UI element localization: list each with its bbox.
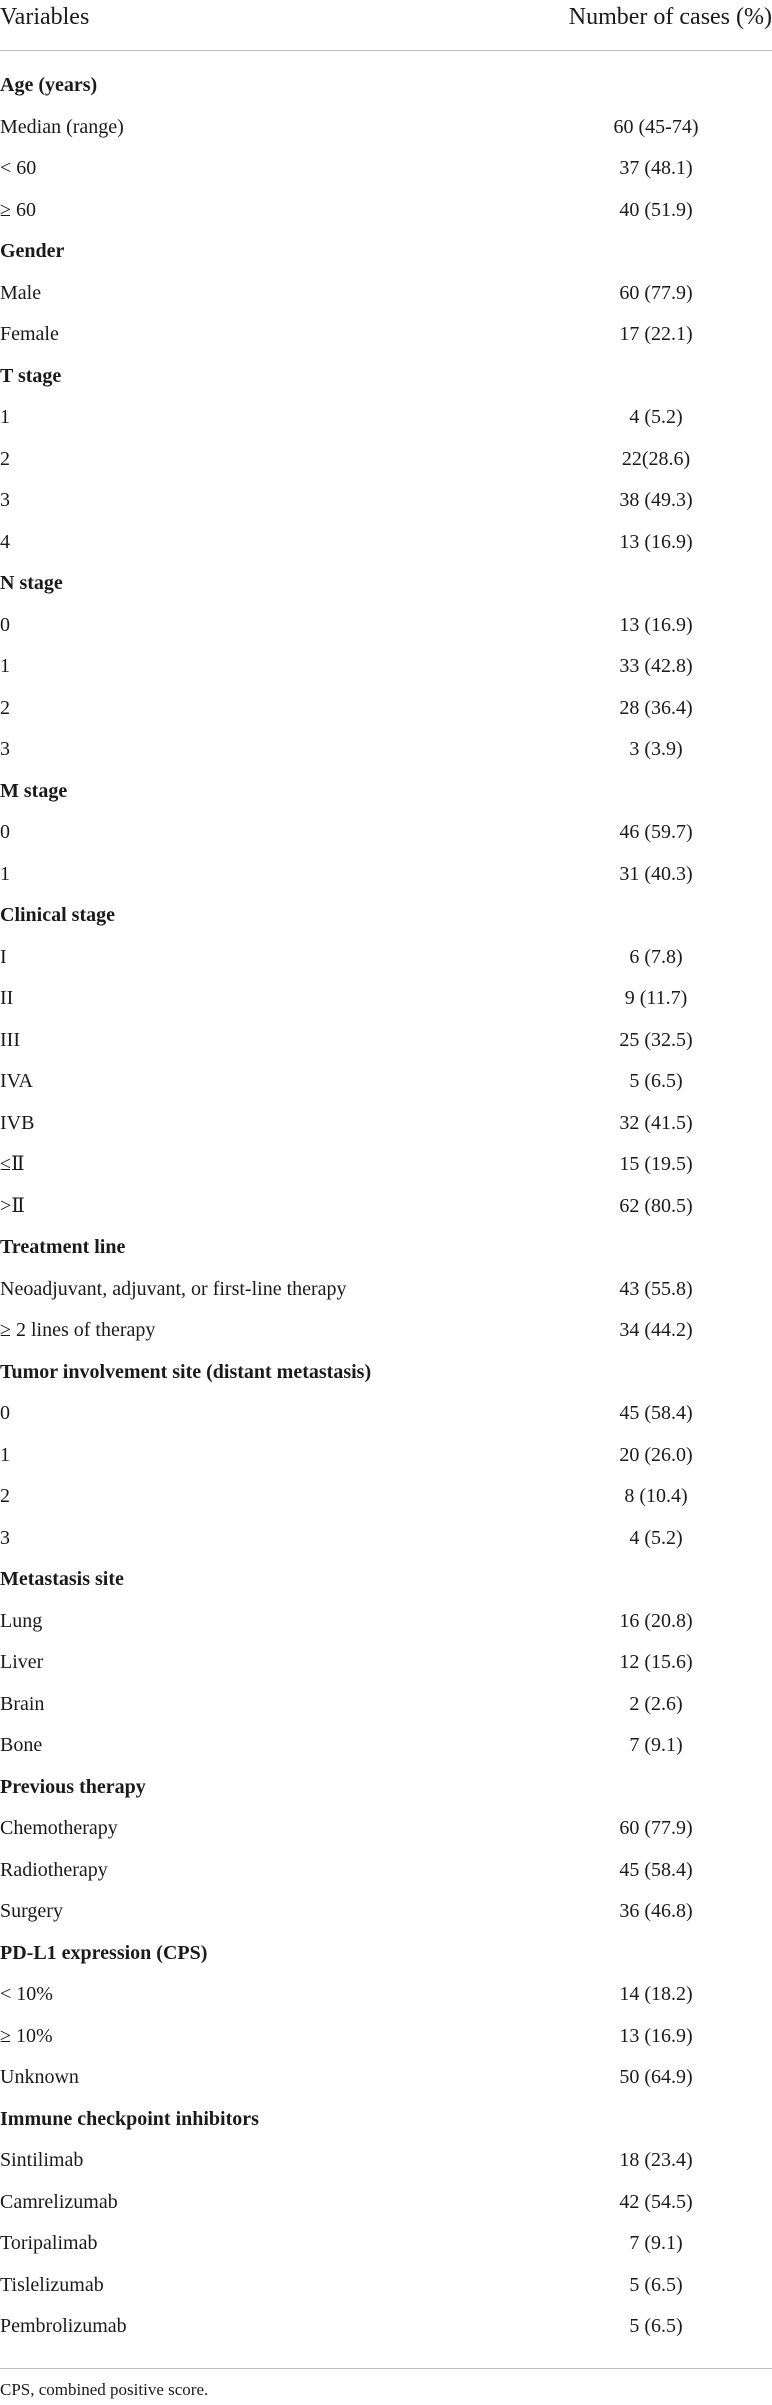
- section-header-row: [0, 2104, 772, 2146]
- table-row: [0, 610, 772, 652]
- table-row: [0, 112, 772, 154]
- variable-label: II: [0, 987, 14, 1009]
- case-count-value: 17 (22.1): [619, 323, 693, 345]
- case-count-value: 40 (51.9): [619, 198, 693, 221]
- case-count-value: 20 (26.0): [619, 1443, 693, 1466]
- case-count-value: 13 (16.9): [619, 2024, 693, 2047]
- table-row: [0, 1481, 772, 1523]
- section-label: Age (years): [0, 74, 98, 96]
- variable-label: 1: [0, 655, 10, 677]
- case-count-value: 2 (2.6): [629, 1692, 683, 1715]
- variable-label: IVB: [0, 1111, 35, 1134]
- case-count-value: 8 (10.4): [624, 1485, 688, 1507]
- section-label: Previous therapy: [0, 1775, 146, 1798]
- variable-label: 2: [0, 447, 10, 470]
- table-row: [0, 693, 772, 735]
- variable-label: Female: [0, 323, 59, 345]
- case-count-value: 13 (16.9): [619, 613, 693, 636]
- section-header-row: [0, 568, 772, 610]
- variable-label: IVA: [0, 1070, 33, 1092]
- case-count-value: 60 (77.9): [619, 1817, 693, 1839]
- section-header-row: [0, 70, 772, 112]
- variable-label: 3: [0, 738, 10, 760]
- table-row: [0, 1149, 772, 1191]
- variable-label: I: [0, 945, 7, 968]
- table-row: [0, 1896, 772, 1938]
- variable-label: Camrelizumab: [0, 2190, 118, 2213]
- variable-label: 2: [0, 1485, 10, 1507]
- table-row: [0, 319, 772, 361]
- table-row: [0, 1315, 772, 1357]
- variable-label: 2: [0, 696, 10, 719]
- case-count-value: 32 (41.5): [619, 1111, 693, 1134]
- table-row: [0, 1979, 772, 2021]
- variable-label: ≥ 2 lines of therapy: [0, 1319, 156, 1341]
- section-header-row: [0, 1357, 772, 1399]
- case-count-value: 28 (36.4): [619, 696, 693, 719]
- table-row: [0, 1440, 772, 1482]
- table-row: [0, 817, 772, 859]
- table-row: [0, 2311, 772, 2353]
- table-row: [0, 1813, 772, 1855]
- variable-label: Sintilimab: [0, 2149, 84, 2171]
- variable-label: ≥ 10%: [0, 2024, 53, 2047]
- table-row: [0, 278, 772, 320]
- case-count-value: 15 (19.5): [619, 1153, 693, 1175]
- variable-label: 0: [0, 821, 10, 843]
- case-count-value: 7 (9.1): [629, 1734, 683, 1756]
- table-footnote: CPS, combined positive score.: [0, 2380, 209, 2399]
- variable-label: Toripalimab: [0, 2232, 98, 2254]
- table-row: [0, 859, 772, 901]
- table-row: [0, 2062, 772, 2104]
- variable-label: Brain: [0, 1692, 45, 1715]
- table-row: [0, 1398, 772, 1440]
- case-count-value: 16 (20.8): [619, 1609, 693, 1632]
- variable-label: Bone: [0, 1734, 43, 1756]
- variable-label: 1: [0, 862, 10, 885]
- case-count-value: 5 (6.5): [629, 2315, 683, 2337]
- variable-label: 3: [0, 1526, 10, 1549]
- table-header: [0, 0, 772, 51]
- case-count-value: 22(28.6): [621, 447, 691, 470]
- section-header-row: [0, 1232, 772, 1274]
- variable-label: 1: [0, 1443, 10, 1466]
- variable-label: Tislelizumab: [0, 2273, 104, 2296]
- variable-label: < 10%: [0, 1983, 53, 2005]
- section-label: PD-L1 expression (CPS): [0, 1941, 208, 1964]
- table-row: [0, 2145, 772, 2187]
- variable-label: 1: [0, 406, 10, 428]
- case-count-value: 5 (6.5): [629, 2273, 683, 2296]
- table-row: [0, 1066, 772, 1108]
- section-header-row: [0, 1772, 772, 1814]
- case-count-value: 14 (18.2): [619, 1983, 693, 2005]
- case-count-value: 46 (59.7): [619, 821, 693, 843]
- table-bottom-rule: [0, 2368, 772, 2369]
- section-header-row: [0, 776, 772, 818]
- section-label: M stage: [0, 779, 68, 802]
- case-count-value: 25 (32.5): [619, 1028, 693, 1051]
- table-row: [0, 651, 772, 693]
- variable-label: 0: [0, 1402, 10, 1424]
- case-count-value: 45 (58.4): [619, 1858, 693, 1881]
- variable-label: ≥ 60: [0, 198, 36, 221]
- variable-label: Chemotherapy: [0, 1817, 118, 1839]
- variable-label: >Ⅱ: [0, 1194, 25, 1217]
- case-count-value: 33 (42.8): [619, 655, 693, 677]
- case-count-value: 9 (11.7): [624, 987, 688, 1009]
- table-row: [0, 1730, 772, 1772]
- section-label: Gender: [0, 240, 65, 262]
- case-count-value: 31 (40.3): [619, 862, 693, 885]
- section-label: Immune checkpoint inhibitors: [0, 2107, 259, 2130]
- table-row: [0, 2021, 772, 2063]
- table-row: [0, 1606, 772, 1648]
- variable-label: Neoadjuvant, adjuvant, or first-line therapy: [0, 1277, 347, 1300]
- case-count-value: 50 (64.9): [619, 2066, 693, 2088]
- variable-label: Unknown: [0, 2066, 79, 2088]
- section-header-row: [0, 1938, 772, 1980]
- table-row: [0, 1274, 772, 1316]
- table-row: [0, 2187, 772, 2229]
- table-row: [0, 402, 772, 444]
- case-count-value: 7 (9.1): [629, 2232, 683, 2254]
- case-count-value: 4 (5.2): [629, 406, 683, 428]
- section-header-row: [0, 1564, 772, 1606]
- section-header-row: [0, 236, 772, 278]
- case-count-value: 13 (16.9): [619, 530, 693, 553]
- case-count-value: 38 (49.3): [619, 489, 693, 511]
- table-row: [0, 983, 772, 1025]
- table-row: [0, 1191, 772, 1233]
- section-label: Tumor involvement site (distant metastasis): [0, 1360, 372, 1383]
- variable-label: III: [0, 1028, 20, 1051]
- variable-label: 0: [0, 613, 10, 636]
- header-variables: Variables: [0, 4, 90, 30]
- table-row: [0, 2270, 772, 2312]
- case-count-value: 43 (55.8): [619, 1277, 693, 1300]
- table-row: [0, 1647, 772, 1689]
- table-body: [0, 70, 772, 2353]
- section-header-row: [0, 900, 772, 942]
- header-number-of-cases: Number of cases (%): [568, 4, 772, 30]
- table-row: [0, 1025, 772, 1067]
- case-count-value: 5 (6.5): [629, 1070, 683, 1092]
- case-count-value: 60 (77.9): [619, 281, 693, 304]
- case-count-value: 36 (46.8): [619, 1900, 693, 1922]
- table-row: [0, 942, 772, 984]
- table-row: [0, 734, 772, 776]
- variable-label: 3: [0, 489, 10, 511]
- variable-label: Lung: [0, 1609, 43, 1632]
- table-row: [0, 2228, 772, 2270]
- case-count-value: 45 (58.4): [619, 1402, 693, 1424]
- case-count-value: 62 (80.5): [619, 1194, 693, 1217]
- variable-label: Pembrolizumab: [0, 2315, 127, 2337]
- variable-label: ≤Ⅱ: [0, 1153, 25, 1175]
- table-row: [0, 527, 772, 569]
- variable-label: Radiotherapy: [0, 1858, 108, 1881]
- table-row: [0, 1689, 772, 1731]
- section-label: Clinical stage: [0, 904, 115, 926]
- case-count-value: 42 (54.5): [619, 2190, 693, 2213]
- section-label: Treatment line: [0, 1236, 126, 1258]
- section-label: Metastasis site: [0, 1568, 124, 1590]
- variable-label: < 60: [0, 157, 37, 179]
- table-row: [0, 1855, 772, 1897]
- section-label: T stage: [0, 364, 62, 387]
- section-label: N stage: [0, 572, 63, 594]
- table-row: [0, 1523, 772, 1565]
- case-count-value: 3 (3.9): [629, 738, 683, 760]
- case-count-value: 34 (44.2): [619, 1319, 693, 1341]
- section-header-row: [0, 361, 772, 403]
- variable-label: Liver: [0, 1651, 44, 1673]
- case-count-value: 37 (48.1): [619, 157, 693, 179]
- table-row: [0, 195, 772, 237]
- table-row: [0, 153, 772, 195]
- variable-label: Male: [0, 281, 42, 304]
- table-row: [0, 485, 772, 527]
- table-row: [0, 1108, 772, 1150]
- variable-label: Surgery: [0, 1900, 63, 1922]
- case-count-value: 18 (23.4): [619, 2149, 693, 2171]
- case-count-value: 6 (7.8): [629, 945, 683, 968]
- case-count-value: 4 (5.2): [629, 1526, 683, 1549]
- table-row: [0, 444, 772, 486]
- variable-label: 4: [0, 530, 10, 553]
- case-count-value: 60 (45-74): [613, 115, 699, 138]
- case-count-value: 12 (15.6): [619, 1651, 693, 1673]
- variable-label: Median (range): [0, 115, 124, 138]
